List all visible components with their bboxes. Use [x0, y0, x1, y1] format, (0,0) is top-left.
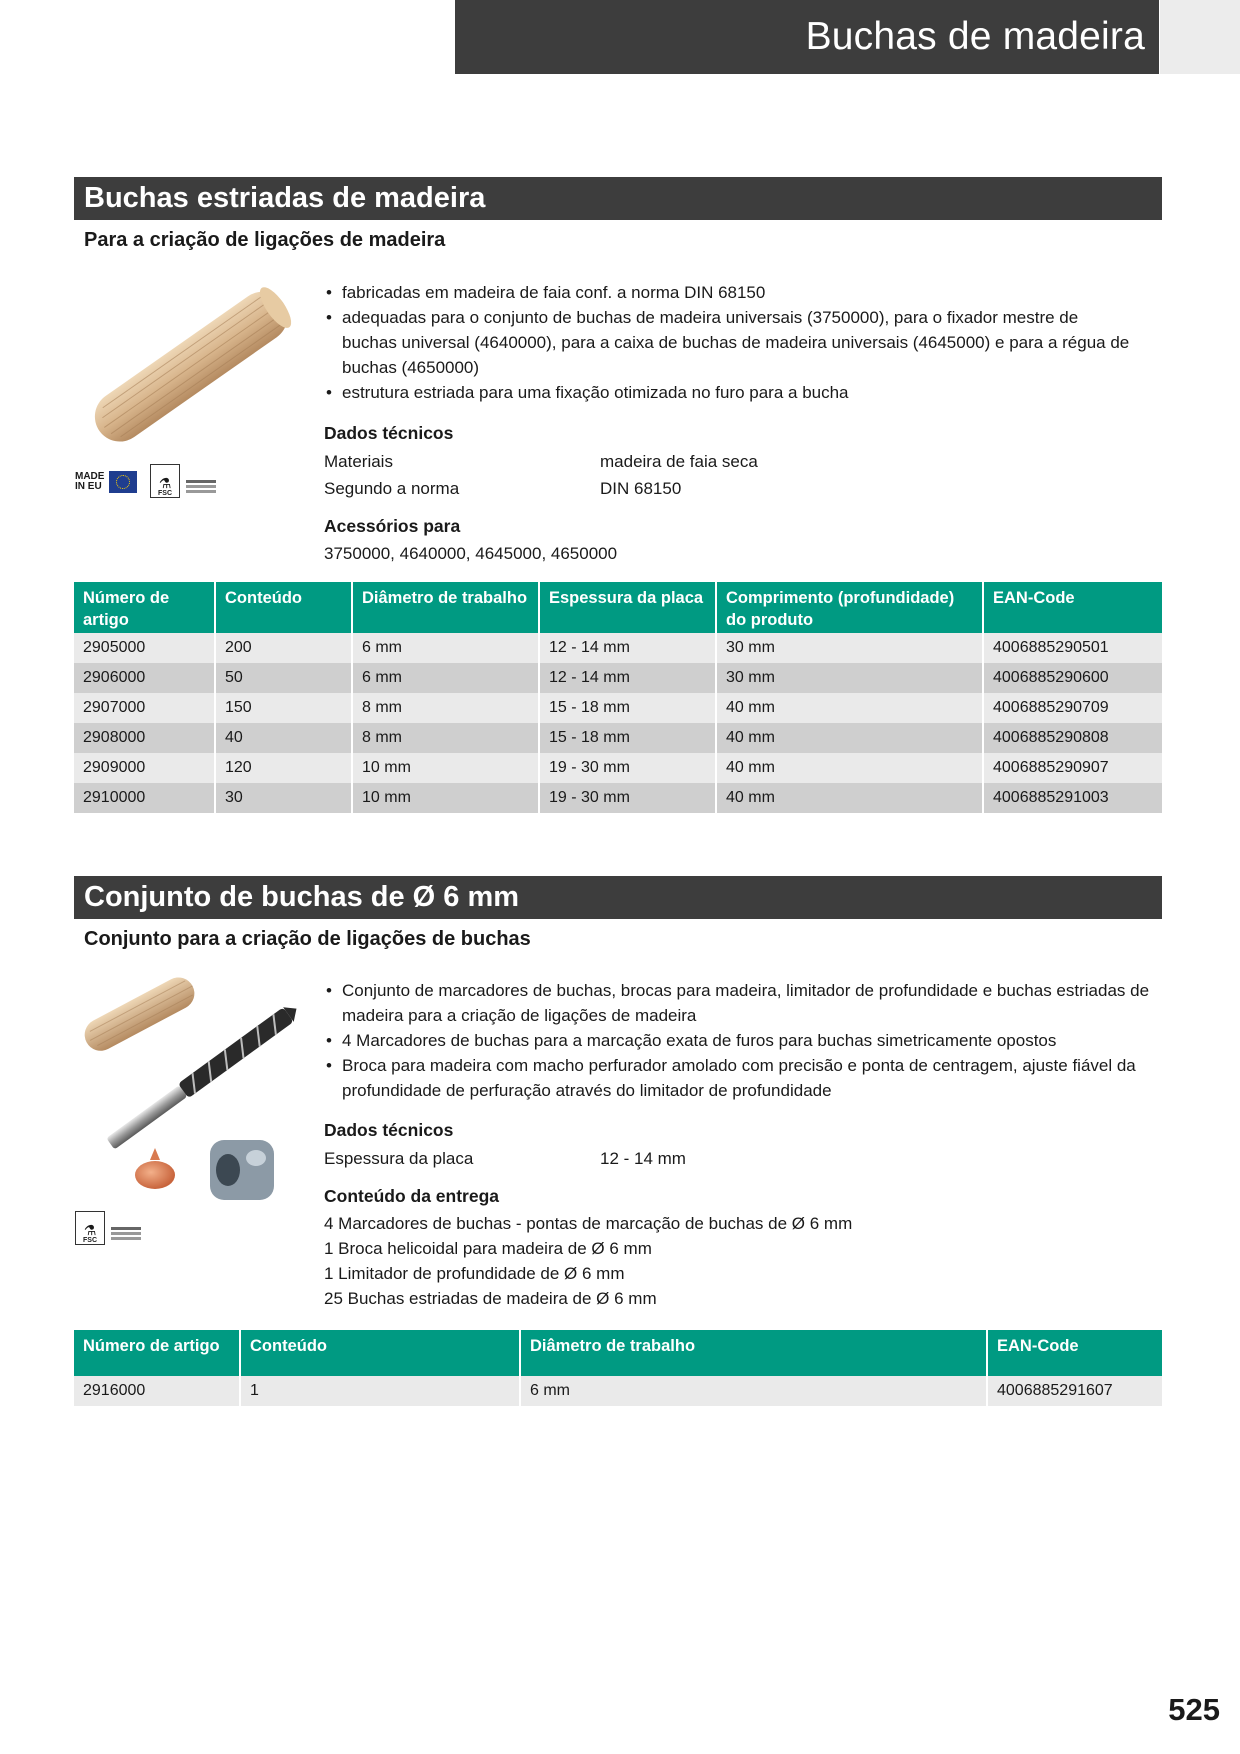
chapter-tab-edge [1160, 0, 1240, 74]
delivery-item: 1 Limitador de profundidade de Ø 6 mm [324, 1264, 625, 1283]
cell: 30 [216, 783, 351, 813]
made-in-eu-badge: MADE IN EU [75, 468, 143, 496]
page-number: 525 [1168, 1692, 1220, 1727]
delivery-list [324, 1211, 1024, 1311]
cell: 40 mm [717, 753, 982, 783]
cell: 6 mm [521, 1376, 986, 1406]
cell: 6 mm [353, 633, 538, 663]
cell: 2905000 [74, 633, 214, 663]
table-row [74, 783, 1162, 813]
cell: 1 [241, 1376, 519, 1406]
cell: 2906000 [74, 663, 214, 693]
eu-flag-icon [109, 471, 137, 493]
cell: 8 mm [353, 723, 538, 753]
cell: 2910000 [74, 783, 214, 813]
cell: 12 - 14 mm [540, 633, 715, 663]
fsc-logo: ⚗ FSC [150, 463, 220, 499]
tech-data-heading: Dados técnicos [324, 1120, 454, 1140]
section-subtitle-dowels: Para a criação de ligações de madeira [84, 229, 446, 251]
cell: 2916000 [74, 1376, 239, 1406]
delivery-item: 4 Marcadores de buchas - pontas de marcação de buchas de Ø 6 mm [324, 1214, 853, 1233]
cell: 40 mm [717, 783, 982, 813]
cell: 4006885290600 [984, 663, 1162, 693]
col-header: Número de artigo [74, 1330, 239, 1376]
cell: 19 - 30 mm [540, 753, 715, 783]
list-item: • Broca para madeira com macho perfurador amolado com precisão e ponta de centragem, ajuste fiável da profundidade de perfuração através do limitador de profundidade [324, 1053, 1154, 1103]
cell: 6 mm [353, 663, 538, 693]
fsc-logo: ⚗ FSC [75, 1210, 145, 1246]
col-header: Diâmetro de trabalho [521, 1330, 986, 1376]
list-item: • Conjunto de marcadores de buchas, brocas para madeira, limitador de profundidade e buchas estriadas de madeira para a criação de ligações de madeira [324, 978, 1154, 1028]
cell: 8 mm [353, 693, 538, 723]
col-header: Comprimento (profundidade) do produto [717, 582, 982, 633]
cell: 150 [216, 693, 351, 723]
feature-list-kit [324, 978, 1154, 1103]
accessories-text: 3750000, 4640000, 4645000, 4650000 [324, 544, 618, 563]
feature-list-dowels [324, 280, 1134, 405]
list-item: • fabricadas em madeira de faia conf. a norma DIN 68150 [324, 280, 1134, 305]
cell: 200 [216, 633, 351, 663]
cell: 2909000 [74, 753, 214, 783]
product-table-dowels [72, 582, 1164, 813]
cell: 15 - 18 mm [540, 723, 715, 753]
col-header: EAN-Code [984, 582, 1162, 633]
cell: 4006885290501 [984, 633, 1162, 663]
cell: 2908000 [74, 723, 214, 753]
cell: 4006885291003 [984, 783, 1162, 813]
tech-data-heading: Dados técnicos [324, 423, 454, 443]
cell: 19 - 30 mm [540, 783, 715, 813]
cell: 10 mm [353, 753, 538, 783]
delivery-heading: Conteúdo da entrega [324, 1186, 500, 1206]
spec-row: Materiais madeira de faia seca [324, 452, 758, 471]
col-header: EAN-Code [988, 1330, 1162, 1376]
table-row [74, 723, 1162, 753]
cell: 120 [216, 753, 351, 783]
cell: 40 mm [717, 693, 982, 723]
cell: 30 mm [717, 633, 982, 663]
cell: 4006885290907 [984, 753, 1162, 783]
dowel-marker-image [135, 1148, 175, 1189]
cell: 4006885291607 [988, 1376, 1162, 1406]
table-row [74, 633, 1162, 663]
cell: 4006885290709 [984, 693, 1162, 723]
wood-dowel-image [79, 972, 200, 1057]
section-title-dowels: Buchas estriadas de madeira [74, 177, 1162, 220]
accessories-heading: Acessórios para [324, 516, 461, 536]
delivery-item: 25 Buchas estriadas de madeira de Ø 6 mm [324, 1289, 657, 1308]
spec-row: Segundo a norma DIN 68150 [324, 479, 682, 498]
section-subtitle-dowel-kit: Conjunto para a criação de ligações de buchas [84, 928, 531, 950]
cell: 12 - 14 mm [540, 663, 715, 693]
tech-data-table [324, 1145, 924, 1172]
col-header: Espessura da placa [540, 582, 715, 633]
tech-data-table [324, 448, 924, 502]
table-row [74, 693, 1162, 723]
cell: 15 - 18 mm [540, 693, 715, 723]
cell: 2907000 [74, 693, 214, 723]
table-row [74, 1376, 1162, 1406]
product-table-kit [72, 1330, 1164, 1406]
section-title-dowel-kit: Conjunto de buchas de Ø 6 mm [74, 876, 1162, 919]
wood-dowel-image [70, 280, 310, 450]
list-item: • adequadas para o conjunto de buchas de madeira universais (3750000), para o fixador mestre de buchas universal (4640000), para a caixa de buchas de madeira universais (4645000) e para a régua de buchas (4650000) [324, 305, 1134, 380]
cell: 10 mm [353, 783, 538, 813]
cell: 4006885290808 [984, 723, 1162, 753]
cell: 40 mm [717, 723, 982, 753]
col-header: Número de artigo [74, 582, 214, 633]
list-item: • estrutura estriada para uma fixação otimizada no furo para a bucha [324, 380, 1134, 405]
list-item: • 4 Marcadores de buchas para a marcação exata de furos para buchas simetricamente opostos [324, 1028, 1154, 1053]
col-header: Conteúdo [241, 1330, 519, 1376]
table-row [74, 663, 1162, 693]
col-header: Conteúdo [216, 582, 351, 633]
table-row [74, 753, 1162, 783]
cell: 40 [216, 723, 351, 753]
cell: 30 mm [717, 663, 982, 693]
delivery-item: 1 Broca helicoidal para madeira de Ø 6 mm [324, 1239, 652, 1258]
chapter-title: Buchas de madeira [455, 0, 1159, 74]
col-header: Diâmetro de trabalho [353, 582, 538, 633]
spec-row: Espessura da placa 12 - 14 mm [324, 1149, 686, 1168]
depth-stop-image [210, 1140, 274, 1200]
cell: 50 [216, 663, 351, 693]
dowel-kit-image [70, 970, 320, 1205]
